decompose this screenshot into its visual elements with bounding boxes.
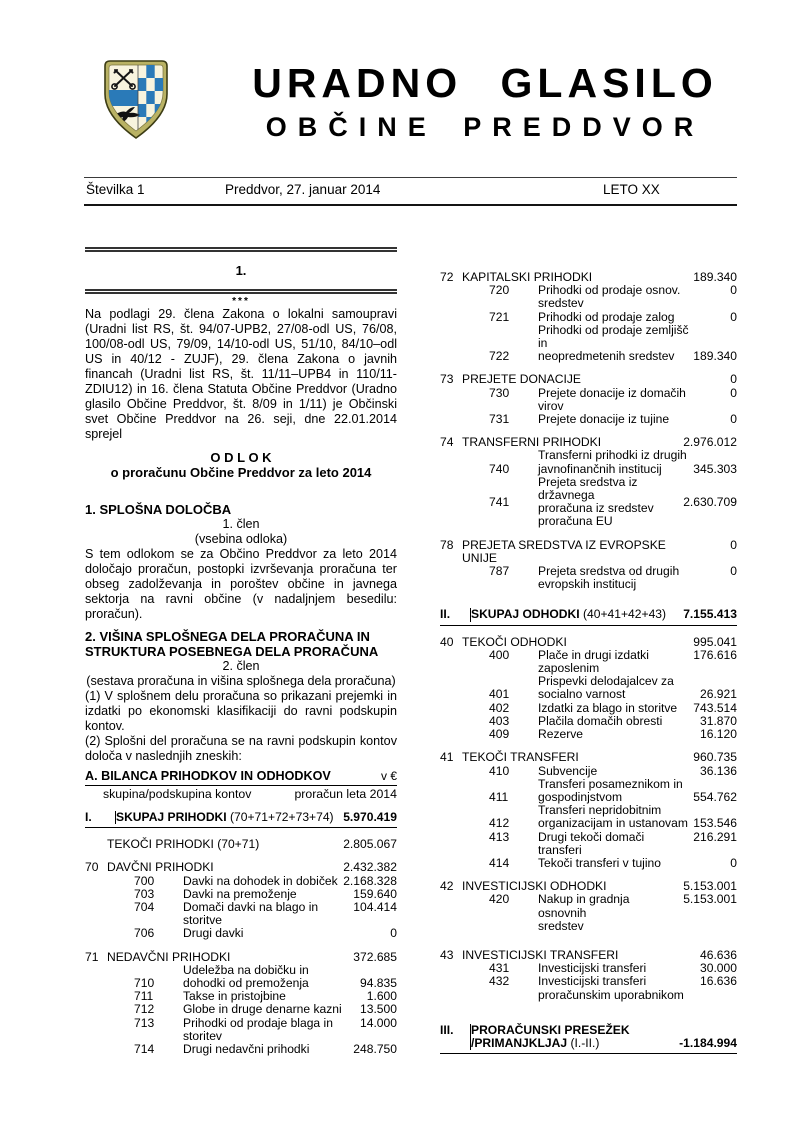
row-code: 409: [489, 727, 510, 742]
row-label: [538, 675, 696, 701]
row-value: 0: [730, 537, 737, 552]
table-row: [440, 715, 737, 728]
row-label-line: Izdatki za blago in storitve: [538, 700, 678, 715]
table-row: [85, 1043, 397, 1056]
balance-table-header: [85, 769, 397, 786]
row-code: 410: [489, 763, 510, 778]
row-label-line: Transferi posameznikom in: [538, 776, 683, 791]
row-code: 402: [489, 700, 510, 715]
row-label-line: SKUPAJ ODHODKI (40+41+42+43): [471, 607, 667, 622]
table-row: [440, 1024, 737, 1054]
row-label-line: Prihodki od prodaje osnov.: [538, 283, 681, 298]
clause1-caption: (vsebina odloka): [194, 532, 288, 546]
row-code: 401: [489, 687, 510, 702]
row-value: 153.546: [693, 816, 737, 831]
row-label-line: Prejeta sredstva iz državnega: [538, 474, 638, 503]
row-code: 703: [134, 886, 155, 901]
row-value: 189.340: [693, 349, 737, 364]
table-row: [440, 324, 737, 364]
row-value: 46.636: [700, 947, 737, 962]
section1-heading: 1. SPLOŠNA DOLOČBA: [85, 502, 232, 517]
table-row: [85, 838, 397, 851]
row-label: [107, 838, 339, 851]
row-value: 31.870: [700, 713, 737, 728]
row-value: 16.120: [700, 727, 737, 742]
row-label-line: DAVČNI PRIHODKI: [107, 860, 214, 875]
row-label: [538, 702, 689, 715]
row-label: [107, 951, 349, 964]
row-value: 5.153.001: [683, 879, 737, 894]
table-row: [440, 893, 737, 933]
table-row: [85, 875, 397, 888]
table-gap: [440, 933, 737, 949]
row-value: 104.414: [353, 900, 397, 915]
row-label-line: TEKOČI PRIHODKI (70+71): [107, 837, 260, 852]
row-note: (70+71+72+73+74): [226, 810, 334, 824]
row-code: 712: [134, 1002, 155, 1017]
row-code: 403: [489, 713, 510, 728]
column-header-value: proračun leta 2014: [294, 787, 397, 801]
row-label: [538, 778, 689, 804]
row-number: 42: [440, 879, 454, 894]
row-code: 787: [489, 564, 510, 579]
row-label: [538, 324, 689, 364]
row-code: 731: [489, 412, 510, 427]
row-label-line: Drugi nedavčni prihodki: [183, 1042, 310, 1057]
row-label: [538, 284, 726, 310]
clause2-para1: (1) V splošnem delu proračuna so prikazani prejemki in izdatki po ekonomski klasifikaciji do ravni podskupin kontov.: [85, 689, 397, 733]
divider-rule: [85, 289, 397, 294]
row-label: [471, 1024, 675, 1050]
row-label: [183, 964, 356, 990]
row-label: [462, 539, 726, 565]
table-row: [440, 565, 737, 591]
row-code: 713: [134, 1015, 155, 1030]
table-row: [440, 311, 737, 324]
row-value: 94.835: [360, 976, 397, 991]
right-column: [440, 262, 737, 1054]
row-value: 176.616: [693, 647, 737, 662]
row-label-line: organizacijam in ustanovam: [538, 816, 688, 831]
row-label-line: Prejete donacije iz domačih: [538, 385, 686, 400]
row-label: [462, 373, 726, 386]
row-label-line: /PRIMANJKLJAJ (I.-II.): [471, 1035, 600, 1050]
row-label-line: Takse in pristojbine: [183, 989, 286, 1004]
row-value: 2.976.012: [683, 435, 737, 450]
row-label-line: Prihodki od prodaje blaga in: [183, 1015, 333, 1030]
municipal-coat-of-arms-icon: [101, 59, 171, 142]
row-label-line: KAPITALSKI PRIHODKI: [462, 270, 593, 284]
row-number: II.: [440, 608, 471, 621]
row-label: [538, 804, 689, 830]
row-value: 36.136: [700, 763, 737, 778]
row-label-line: proračunskim uporabnikom: [538, 987, 684, 1002]
row-label-line: zaposlenim: [538, 661, 600, 676]
row-label-line: Globe in druge denarne kazni: [183, 1002, 342, 1017]
balance-rows-left: [85, 811, 397, 1056]
row-label-line: TEKOČI ODHODKI: [462, 634, 567, 649]
row-label-line: Rezerve: [538, 727, 584, 742]
row-label-line: Tekoči transferi v tujino: [538, 855, 662, 870]
clause1-body: S tem odlokom se za Občino Preddvor za leto 2014 določajo proračun, postopki izvrševanja proračuna ter obseg zadolževanja in poroštev občine in javnega sektorja na ravni občine (v nadaljnjem besedilu: proračun).: [85, 547, 397, 621]
row-label-line: NEDAVČNI PRIHODKI: [107, 949, 231, 964]
table-row: [85, 901, 397, 927]
table-row: [440, 413, 737, 426]
row-number: 73: [440, 372, 454, 387]
row-value: 995.041: [693, 634, 737, 649]
row-code: 722: [489, 349, 510, 364]
clause2-caption: (sestava proračuna in višina splošnega dela proračuna): [86, 674, 396, 688]
row-label-line: Prispevki delodajalcev za: [538, 674, 674, 689]
row-value: 345.303: [693, 461, 737, 476]
row-number: 78: [440, 537, 454, 552]
row-label: [538, 893, 679, 933]
row-label: [538, 387, 726, 413]
row-label-line: PRORAČUNSKI PRESEŽEK: [471, 1022, 630, 1037]
row-value: 0: [730, 564, 737, 579]
row-value: 248.750: [353, 1042, 397, 1057]
row-label: [462, 751, 689, 764]
column-header-group: skupina/podskupina kontov: [103, 787, 252, 801]
row-value: 0: [730, 385, 737, 400]
row-label-line: proračuna iz sredstev: [538, 501, 654, 516]
place-and-date: Preddvor, 27. januar 2014: [225, 182, 381, 197]
table-row: [85, 1017, 397, 1043]
row-label: [116, 811, 339, 824]
clause2-number: 2. člen: [222, 659, 260, 673]
row-value: 1.600: [366, 989, 397, 1004]
row-code: 400: [489, 647, 510, 662]
row-value: 0: [390, 926, 397, 941]
issue-band: [84, 177, 737, 206]
row-label-line: Investicijski transferi: [538, 974, 647, 989]
row-code: 710: [134, 976, 155, 991]
balance-title: A. BILANCA PRIHODKOV IN ODHODKOV: [85, 769, 331, 783]
row-value: -1.184.994: [679, 1035, 737, 1050]
row-label-line: storitev: [183, 1028, 222, 1043]
table-row: [85, 964, 397, 990]
table-row: [440, 728, 737, 741]
row-value: 2.805.067: [343, 837, 397, 852]
row-value: 0: [730, 412, 737, 427]
row-code: 720: [489, 283, 510, 298]
row-note: (40+41+42+43): [579, 607, 667, 622]
table-row: [440, 857, 737, 870]
row-label-line: Transferni prihodki iz drugih: [538, 448, 687, 463]
table-row: [440, 284, 737, 310]
row-label: [183, 927, 386, 940]
table-row: [440, 387, 737, 413]
row-value: 0: [730, 855, 737, 870]
row-label: [538, 311, 726, 324]
clause1-number: 1. člen: [222, 517, 260, 531]
decree-title: O D L O K: [210, 450, 272, 465]
row-code: 700: [134, 873, 155, 888]
row-value: 16.636: [700, 974, 737, 989]
row-label-line: sredstev: [538, 296, 584, 311]
row-label-line: PREJETE DONACIJE: [462, 372, 581, 387]
row-code: 414: [489, 855, 510, 870]
row-label: [183, 1043, 349, 1056]
separator-stars: ***: [232, 296, 250, 307]
row-value: 2.432.382: [343, 860, 397, 875]
row-label-line: Transferi nepridobitnim: [538, 803, 662, 818]
row-label-line: Plače in drugi izdatki: [538, 647, 649, 662]
row-code: 714: [134, 1042, 155, 1057]
row-label-line: Prejeta sredstva od drugih: [538, 564, 680, 579]
row-label-line: UNIJE: [462, 550, 497, 565]
row-label: [538, 857, 726, 870]
table-row: [440, 539, 737, 565]
table-row: [440, 702, 737, 715]
table-gap: [440, 591, 737, 607]
row-label: [183, 875, 339, 888]
row-label-line: SKUPAJ PRIHODKI (70+71+72+73+74): [116, 810, 334, 824]
row-number: 71: [85, 949, 99, 964]
row-number: III.: [440, 1024, 471, 1050]
table-row: [440, 373, 737, 386]
row-label: [538, 831, 689, 857]
table-row: [440, 751, 737, 764]
row-label-line: TRANSFERNI PRIHODKI: [462, 435, 602, 450]
table-row: [85, 811, 397, 828]
row-label-line: neopredmetenih sredstev: [538, 349, 675, 364]
issue-number: Številka 1: [86, 182, 145, 197]
row-label-line: INVESTICIJSKI TRANSFERI: [462, 947, 619, 962]
row-value: 960.735: [693, 750, 737, 765]
row-label: [538, 728, 696, 741]
row-number: 70: [85, 860, 99, 875]
divider-rule: [85, 247, 397, 252]
row-label-line: Nakup in gradnja osnovnih: [538, 892, 630, 920]
row-label-line: Investicijski transferi: [538, 961, 647, 976]
table-row: [440, 476, 737, 529]
row-value: 7.155.413: [683, 607, 737, 622]
row-value: 554.762: [693, 789, 737, 804]
row-code: 740: [489, 461, 510, 476]
table-row: [440, 675, 737, 701]
table-gap: [440, 1002, 737, 1023]
row-value: 372.685: [353, 949, 397, 964]
row-label: [107, 861, 339, 874]
row-label-line: TEKOČI TRANSFERI: [462, 750, 579, 765]
table-row: [440, 449, 737, 475]
row-number: 74: [440, 435, 454, 450]
row-value: 0: [730, 372, 737, 387]
table-row: [440, 778, 737, 804]
row-code: 741: [489, 494, 510, 509]
row-label-line: dohodki od premoženja: [183, 976, 309, 991]
row-label: [538, 765, 696, 778]
table-row: [440, 831, 737, 857]
year-label: LETO XX: [603, 182, 660, 197]
intro-paragraph: Na podlagi 29. člena Zakona o lokalni samoupravi (Uradni list RS, št. 94/07-UPB2, 27/08-odl US, 76/08, 100/08-odl US, 79/09, 14/10-odl US, 51/10, 84/10–odl US in 40/12 - ZUJF), 29. člena Zakona o javnih financah (Uradni list RS, št. 11/11–UPB4 in 110/11-ZDIU12) in 16. člena Statuta Občine Preddvor (Uradno glasilo Občine Preddvor, št. 8/09 in 1/11) je Občinski svet Občine Preddvor na 26. seji, dne 22.01.2014 sprejel: [85, 307, 397, 441]
table-row: [440, 804, 737, 830]
row-value: 0: [730, 283, 737, 298]
row-number: 72: [440, 270, 454, 284]
row-code: 420: [489, 892, 510, 907]
row-label-line: Prihodki od prodaje zalog: [538, 309, 675, 324]
table-row: [440, 975, 737, 1001]
table-row: [85, 861, 397, 874]
gazette-subtitle: OBČINE PREDDVOR: [265, 112, 705, 142]
row-label-line: Udeležba na dobičku in: [183, 962, 309, 977]
table-row: [440, 636, 737, 649]
row-code: 431: [489, 961, 510, 976]
row-value: 2.630.709: [683, 494, 737, 509]
row-label-line: gospodinjstvom: [538, 789, 623, 804]
row-label: [183, 1017, 356, 1043]
row-code: 706: [134, 926, 155, 941]
table-row: [440, 765, 737, 778]
row-label: [183, 1003, 356, 1016]
row-label: [462, 636, 689, 649]
balance-rows-right: [440, 271, 737, 1054]
row-note: (I.-II.): [567, 1035, 600, 1050]
row-code: 711: [134, 989, 154, 1004]
row-label-line: Plačila domačih obresti: [538, 713, 663, 728]
table-row: [440, 649, 737, 675]
row-value: 5.153.001: [683, 892, 737, 907]
row-label-line: proračuna EU: [538, 514, 613, 529]
row-label-line: INVESTICIJSKI ODHODKI: [462, 879, 607, 894]
table-row: [85, 927, 397, 940]
row-value: 159.640: [353, 886, 397, 901]
row-value: 30.000: [700, 961, 737, 976]
row-value: 189.340: [693, 270, 737, 284]
row-code: 411: [489, 789, 509, 804]
row-label-line: Davki na premoženje: [183, 886, 297, 901]
row-label-line: storitve: [183, 913, 222, 928]
clause2-para2: (2) Splošni del proračuna se na ravni podskupin kontov določa v naslednjih zneskih:: [85, 734, 397, 763]
row-label-line: virov: [538, 398, 564, 413]
article-number: 1.: [235, 263, 247, 278]
row-label-line: sredstev: [538, 918, 584, 933]
row-label: [538, 975, 696, 1001]
row-label-line: Subvencije: [538, 763, 598, 778]
row-label: [538, 449, 689, 475]
left-column: [85, 247, 397, 1056]
row-label: [538, 565, 726, 591]
row-number: 43: [440, 947, 454, 962]
row-value: 0: [730, 309, 737, 324]
decree-subtitle: o proračunu Občine Preddvor za leto 2014: [110, 465, 372, 480]
row-value: 5.970.419: [343, 810, 397, 824]
row-label-line: PREJETA SREDSTVA IZ EVROPSKE: [462, 537, 666, 552]
table-row: [85, 1003, 397, 1016]
row-label-line: Davki na dohodek in dobiček: [183, 873, 338, 888]
row-label: [183, 901, 349, 927]
row-code: 412: [489, 816, 510, 831]
table-row: [440, 608, 737, 625]
row-code: 721: [489, 309, 510, 324]
row-value: 216.291: [693, 829, 737, 844]
row-label: [538, 413, 726, 426]
section2-heading: 2. VIŠINA SPLOŠNEGA DELA PRORAČUNA IN STRUKTURA POSEBNEGA DELA PRORAČUNA: [85, 629, 379, 659]
table-row: [85, 951, 397, 964]
row-value: 2.168.328: [343, 873, 397, 888]
row-code: 413: [489, 829, 510, 844]
row-value: 14.000: [360, 1015, 397, 1030]
row-code: 730: [489, 385, 510, 400]
currency-note: v €: [380, 769, 397, 783]
row-label-line: Domači davki na blago in: [183, 900, 319, 915]
row-label-line: Drugi davki: [183, 926, 244, 941]
row-number: 41: [440, 750, 454, 765]
row-label-line: socialno varnost: [538, 687, 626, 702]
row-label-line: javnofinančnih institucij: [538, 461, 662, 476]
row-number: 40: [440, 634, 454, 649]
row-label-line: Prihodki od prodaje zemljišč in: [538, 322, 689, 351]
masthead: [230, 60, 740, 142]
row-number: I.: [85, 811, 116, 824]
row-label-line: Drugi tekoči domači transferi: [538, 829, 645, 857]
row-label-line: Prejete donacije iz tujine: [538, 412, 670, 427]
row-value: 26.921: [700, 687, 737, 702]
row-value: 13.500: [360, 1002, 397, 1017]
row-code: 432: [489, 974, 510, 989]
row-label: [471, 608, 679, 621]
row-label-line: evropskih institucij: [538, 577, 637, 592]
gazette-title: URADNO GLASILO: [252, 60, 718, 106]
row-value: 743.514: [693, 700, 737, 715]
row-code: 704: [134, 900, 155, 915]
balance-column-headers: [85, 787, 397, 802]
row-label: [538, 476, 679, 529]
row-label: [538, 649, 689, 675]
